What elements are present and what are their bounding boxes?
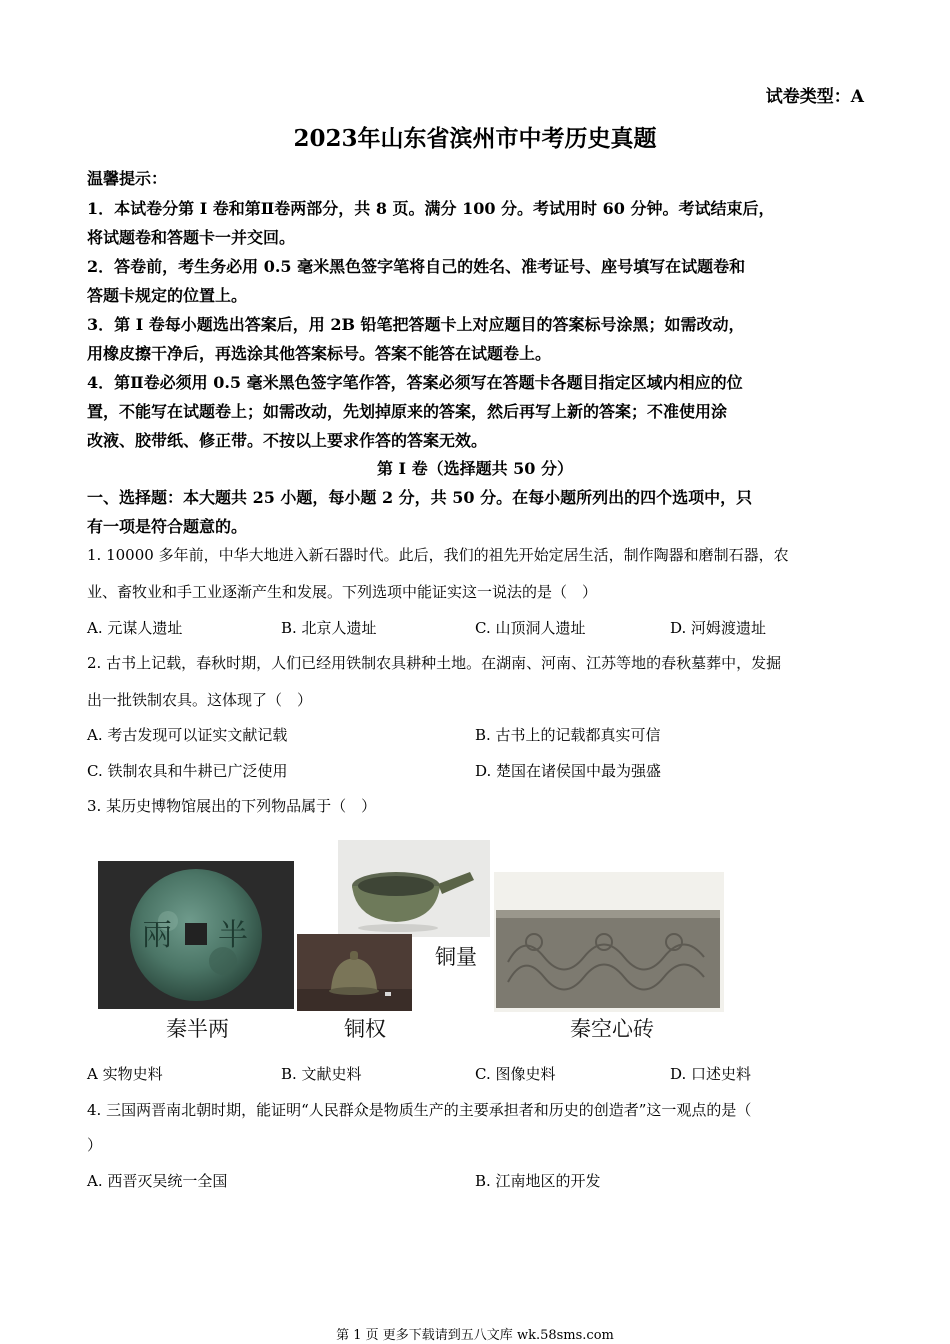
tips-line: 改液、胶带纸、修正带。不按以上要求作答的答案无效。 [87, 431, 488, 450]
question-2-option-a: A. 考古发现可以证实文献记载 [87, 726, 288, 744]
section-heading: 第 I 卷（选择题共 50 分） [376, 459, 574, 478]
question-2-option-d: D. 楚国在诸侯国中最为强盛 [475, 762, 662, 780]
tips-line: 2．答卷前，考生务必用 0.5 毫米黑色签字笔将自己的姓名、准考证号、座号填写在试题卷和 [87, 257, 746, 276]
caption-coin: 秦半两 [166, 1017, 229, 1041]
question-2-stem: 2. 古书上记载，春秋时期，人们已经用铁制农具耕种土地。在湖南、河南、江苏等地的春秋墓葬中，发掘 [87, 654, 782, 672]
svg-text:半: 半 [218, 918, 248, 953]
question-1-stem: 1. 10000 多年前，中华大地进入新石器时代。此后，我们的祖先开始定居生活，制作陶器和磨制石器，农 [87, 546, 789, 564]
tips-heading: 温馨提示： [87, 169, 168, 188]
tips-line: 4．第Ⅱ卷必须用 0.5 毫米黑色签字笔作答，答案必须写在答题卡各题目指定区域内相应的位 [87, 373, 743, 392]
section-instruction: 一、选择题：本大题共 25 小题，每小题 2 分，共 50 分。在每小题所列出的四个选项中，只 [87, 488, 753, 507]
question-1-option-d: D. 河姆渡遗址 [670, 619, 767, 637]
question-3-stem: 3. 某历史博物馆展出的下列物品属于（ ） [87, 797, 377, 815]
page-title: 2023年山东省滨州市中考历史真题 [293, 125, 657, 152]
caption-measure: 铜量 [435, 945, 477, 969]
question-2-stem: 出一批铁制农具。这体现了（ ） [87, 691, 313, 709]
bronze-weight-photo [297, 934, 412, 1011]
coin-photo [98, 861, 294, 1009]
question-1-option-b: B. 北京人遗址 [281, 619, 377, 637]
question-2-option-b: B. 古书上的记载都真实可信 [475, 726, 661, 744]
caption-weight: 铜权 [344, 1017, 386, 1041]
caption-brick: 秦空心砖 [570, 1017, 654, 1041]
question-3-option-d: D. 口述史料 [670, 1065, 752, 1083]
question-3-option-c: C. 图像史料 [475, 1065, 556, 1083]
tips-line: 将试题卷和答题卡一并交回。 [87, 228, 296, 247]
question-3-option-b: B. 文献史料 [281, 1065, 362, 1083]
question-4-option-a: A. 西晋灭吴统一全国 [87, 1172, 228, 1190]
question-1-option-a: A. 元谋人遗址 [87, 619, 183, 637]
hollow-brick-photo [494, 872, 724, 1012]
question-1-option-c: C. 山顶洞人遗址 [475, 619, 586, 637]
tips-line: 3．第 I 卷每小题选出答案后，用 2B 铅笔把答题卡上对应题目的答案标号涂黑；如需改动， [87, 315, 745, 334]
bronze-measure-photo [338, 840, 490, 937]
question-3-option-a: A 实物史料 [87, 1065, 163, 1083]
tips-line: 1．本试卷分第 I 卷和第Ⅱ卷两部分，共 8 页。满分 100 分。考试用时 60 分钟。考试结束后， [87, 199, 775, 218]
tips-line: 用橡皮擦干净后，再选涂其他答案标号。答案不能答在试题卷上。 [87, 344, 552, 363]
question-4-stem: ） [87, 1136, 103, 1154]
section-instruction: 有一项是符合题意的。 [87, 517, 248, 536]
question-2-option-c: C. 铁制农具和牛耕已广泛使用 [87, 762, 288, 780]
question-4-stem: 4. 三国两晋南北朝时期，能证明“人民群众是物质生产的主要承担者和历史的创造者”这一观点的是（ [87, 1101, 752, 1119]
tips-line: 置，不能写在试题卷上；如需改动，先划掉原来的答案，然后再写上新的答案；不准使用涂 [87, 402, 728, 421]
tips-line: 答题卡规定的位置上。 [87, 286, 248, 305]
paper-type-label: 试卷类型：A [765, 87, 864, 107]
page-footer: 第 1 页 更多下载请到五八文库 wk.58sms.com [336, 1328, 614, 1343]
question-4-option-b: B. 江南地区的开发 [475, 1172, 601, 1190]
svg-text:兩: 兩 [142, 918, 172, 953]
question-1-stem: 业、畜牧业和手工业逐渐产生和发展。下列选项中能证实这一说法的是（ ） [87, 583, 598, 601]
